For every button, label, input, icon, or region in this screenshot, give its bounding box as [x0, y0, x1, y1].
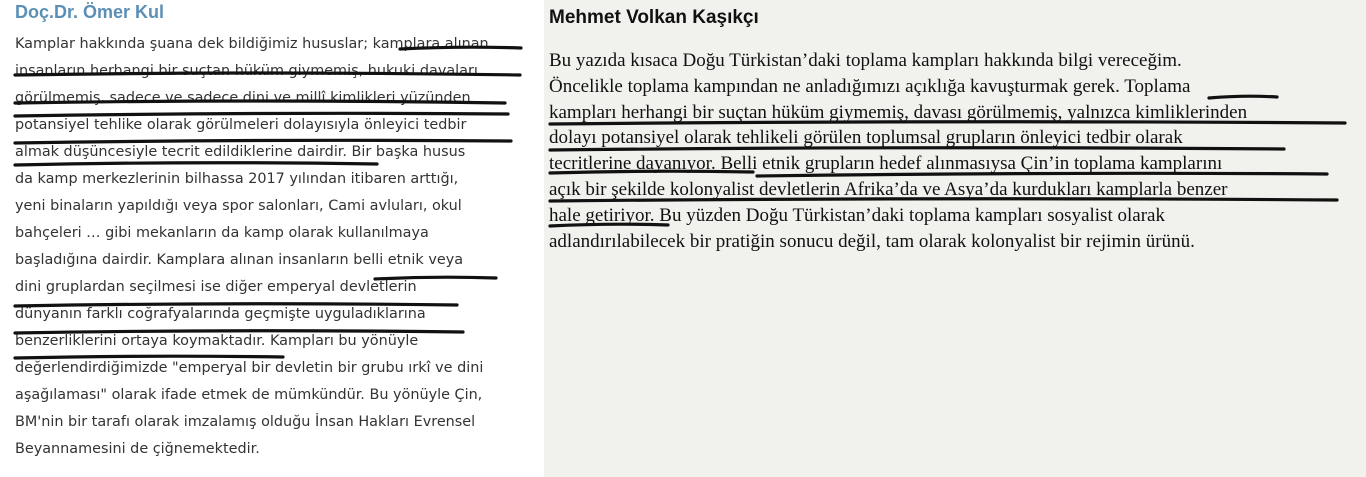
right-line: açık bir şekilde kolonyalist devletlerin Afrika’da ve Asya’da kurdukları kamplarla benzer [549, 178, 1228, 200]
left-line: Beyannamesini de çiğnemektedir. [15, 441, 260, 457]
left-line: dini gruplardan seçilmesi ise diğer emperyal devletlerin [15, 279, 417, 295]
left-line: Kamplar hakkında şuana dek bildiğimiz hususlar; kamplara alınan [15, 36, 489, 52]
right-line: kampları herhangi bir suçtan hüküm giymemiş, davası görülmemiş, yalnızca kimliklerinden [549, 101, 1248, 123]
left-paragraph [15, 31, 540, 463]
right-paragraph [549, 48, 1359, 254]
left-line: da kamp merkezlerinin bilhassa 2017 yılından itibaren arttığı, [15, 171, 459, 187]
left-line: görülmemiş, sadece ve sadece dini ve millî kimlikleri yüzünden [15, 90, 471, 106]
right-line: Öncelikle toplama kampından ne anladığımızı açıklığa kavuşturmak gerek. Toplama [549, 75, 1191, 97]
left-line: potansiyel tehlike olarak görülmeleri dolayısıyla önleyici tedbir [15, 117, 467, 133]
right-line: tecritlerine dayanıyor. Belli etnik grupların hedef alınmasıysa Çin’in toplama kamplarını [549, 153, 1223, 175]
right-line: dolayı potansiyel olarak tehlikeli görülen toplumsal grupların önleyici tedbir olarak [549, 127, 1183, 149]
left-line: insanların herhangi bir suçtan hüküm giymemiş, hukuki davaları [15, 63, 478, 79]
left-line: BM'nin bir tarafı olarak imzalamış olduğu İnsan Hakları Evrensel [15, 414, 476, 430]
left-line: başladığına dairdir. Kamplara alınan insanların belli etnik veya [15, 252, 464, 268]
left-line: aşağılaması" olarak ifade etmek de mümkündür. Bu yönüyle Çin, [15, 387, 483, 403]
left-line: bahçeleri … gibi mekanların da kamp olarak kullanılmaya [15, 225, 429, 241]
left-line: değerlendirdiğimizde "emperyal bir devletin bir grubu ırkî ve dini [15, 360, 484, 376]
left-line: yeni binaların yapıldığı veya spor salonları, Cami avluları, okul [15, 198, 462, 214]
right-author-heading: Mehmet Volkan Kaşıkçı [549, 7, 759, 28]
left-author-heading: Doç.Dr. Ömer Kul [15, 2, 165, 22]
right-line: adlandırılabilecek bir pratiğin sonucu değil, tam olarak kolonyalist bir rejimin ürünü. [549, 230, 1195, 252]
left-line: dünyanın farklı coğrafyalarında geçmişte uyguladıklarına [15, 306, 426, 322]
left-line: benzerliklerini ortaya koymaktadır. Kampları bu yönüyle [15, 333, 419, 349]
right-line: Bu yazıda kısaca Doğu Türkistan’daki toplama kampları hakkında bilgi vereceğim. [549, 50, 1182, 71]
right-line: hale getiriyor. Bu yüzden Doğu Türkistan’daki toplama kampları sosyalist olarak [549, 204, 1165, 226]
left-line: almak düşüncesiyle tecrit edildiklerine dairdir. Bir başka husus [15, 144, 466, 160]
